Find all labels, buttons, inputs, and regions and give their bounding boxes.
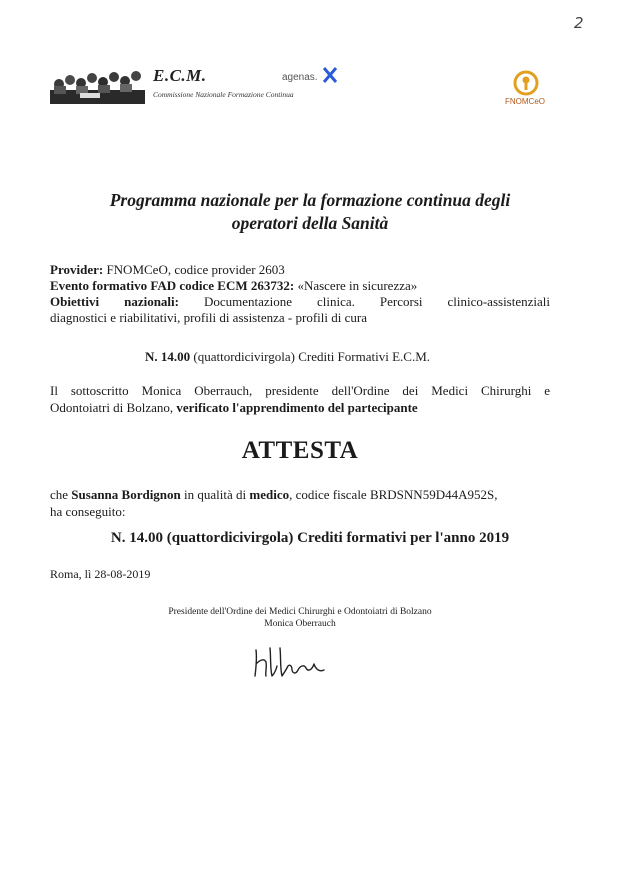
agenas-logo [282, 66, 338, 86]
program-title [60, 189, 560, 235]
participant-suffix: , codice fiscale BRDSNN59D44A952S, [289, 487, 498, 502]
ecm-title: E.C.M. [153, 66, 207, 85]
evento-label: Evento formativo FAD codice ECM 263732: [50, 278, 295, 293]
evento-value: «Nascere in sicurezza» [294, 278, 418, 293]
sottoscritto-paragraph [50, 382, 550, 416]
fnomceo-logo-icon [513, 70, 539, 96]
program-title-line2: operatori della Sanità [231, 213, 389, 233]
credits-main: N. 14.00 (quattordicivirgola) Crediti formativi per l'anno 2019 [110, 530, 510, 546]
obiettivi-label: Obiettivi nazionali: [50, 294, 179, 309]
crediti-line [145, 349, 430, 365]
participant-name: Susanna Bordignon [71, 487, 181, 502]
president-line2: Monica Oberrauch [264, 619, 336, 629]
attesta-heading: ATTESTA [241, 437, 359, 464]
ecm-subtitle: Commissione Nazionale Formazione Continua [153, 90, 294, 99]
agenas-label: agenas. [282, 72, 318, 83]
evento-line [50, 278, 417, 294]
obiettivi-block [50, 294, 550, 326]
date-line: Roma, lì 28-08-2019 [50, 567, 151, 581]
obiettivi-line1 [50, 294, 550, 310]
sottoscritto-line2-prefix: Odontoiatri di Bolzano, [50, 400, 177, 415]
president-line1: Presidente dell'Ordine dei Medici Chirurghi e Odontoiatri di Bolzano [168, 607, 432, 617]
handwritten-signature [250, 640, 350, 682]
fnomceo-label: FNOMCeO [505, 97, 545, 106]
provider-value: FNOMCeO, codice provider 2603 [103, 262, 285, 277]
participant-line2: ha conseguito: [50, 504, 126, 519]
participant-prefix: che [50, 487, 72, 502]
crediti-text: (quattordicivirgola) Crediti Formativi E.C.M. [190, 349, 431, 364]
participant-paragraph [50, 486, 570, 520]
provider-label: Provider: [50, 262, 104, 277]
ecm-group-portrait-logo [50, 66, 145, 104]
obiettivi-value-line2: diagnostici e riabilitativi, profili di assistenza - profili di cura [50, 310, 367, 325]
president-block [100, 606, 500, 630]
program-title-line1: Programma nazionale per la formazione continua degli [109, 190, 511, 210]
sottoscritto-line1: Il sottoscritto Monica Oberrauch, presidente dell'Ordine dei Medici Chirurghi e [50, 383, 550, 398]
agenas-x-icon [322, 66, 338, 84]
crediti-number: N. 14.00 [145, 349, 191, 364]
participant-line1 [50, 486, 570, 503]
page-number: 2 [574, 14, 584, 32]
obiettivi-value-line1: Documentazione clinica. Percorsi clinico-assistenziali [178, 294, 550, 309]
sottoscritto-line2-bold: verificato l'apprendimento del partecipante [176, 400, 418, 415]
provider-line [50, 262, 285, 278]
participant-role: medico [249, 487, 290, 502]
participant-mid: in qualità di [180, 487, 250, 502]
